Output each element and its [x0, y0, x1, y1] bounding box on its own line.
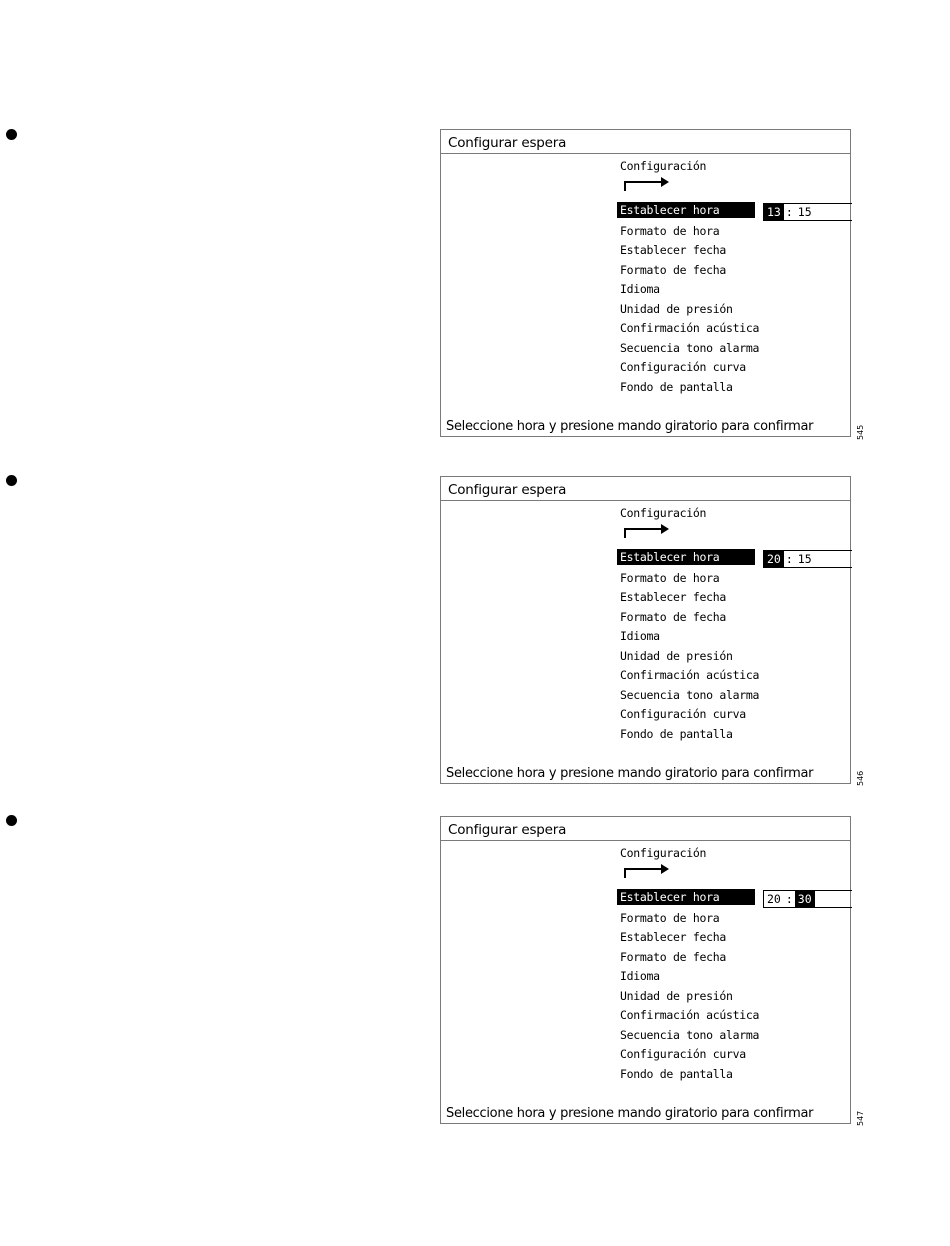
screen-panel-3: [440, 816, 851, 1124]
menu-item-secuencia-tono[interactable]: Secuencia tono alarma: [620, 340, 760, 355]
menu-item-formato-fecha[interactable]: Formato de fecha: [620, 262, 726, 277]
settings-menu: [617, 549, 760, 744]
menu-item-formato-hora[interactable]: Formato de hora: [620, 910, 720, 925]
submenu-arrow-icon: [624, 863, 672, 879]
hours-field[interactable]: 20: [767, 892, 781, 906]
menu-item-configuracion-curva[interactable]: Configuración curva: [620, 1047, 746, 1061]
menu-item-establecer-fecha[interactable]: Establecer fecha: [620, 243, 726, 257]
hint-text: Seleccione hora y presione mando giratorio para confirmar: [446, 1106, 814, 1121]
menu-item-unidad-presion[interactable]: Unidad de presión: [620, 301, 733, 316]
menu-item-unidad-presion[interactable]: Unidad de presión: [620, 648, 733, 663]
minutes-field[interactable]: 30: [795, 891, 815, 907]
menu-item-fondo-pantalla[interactable]: Fondo de pantalla: [620, 726, 733, 741]
settings-menu: [617, 202, 760, 397]
screen-title: Configurar espera: [448, 482, 567, 498]
submenu-arrow-icon: [624, 523, 672, 539]
menu-item-formato-hora[interactable]: Formato de hora: [620, 570, 720, 585]
screen-panel-2: [440, 476, 851, 784]
menu-item-configuracion-curva[interactable]: Configuración curva: [620, 707, 746, 721]
title-divider: [441, 500, 850, 501]
menu-item-idioma[interactable]: Idioma: [620, 282, 660, 296]
menu-item-formato-fecha[interactable]: Formato de fecha: [620, 609, 726, 624]
bullet-point: [6, 129, 17, 140]
time-input[interactable]: [763, 550, 852, 568]
figure-number: 546: [856, 770, 865, 786]
screen-panel-1: [440, 129, 851, 437]
minutes-field[interactable]: 15: [797, 205, 812, 219]
menu-item-establecer-fecha[interactable]: Establecer fecha: [620, 930, 726, 944]
submenu-arrow-icon: [624, 176, 672, 192]
section-label: Configuración: [620, 159, 707, 173]
screen-title: Configurar espera: [448, 822, 567, 838]
time-separator: :: [785, 892, 793, 906]
section-label: Configuración: [620, 846, 707, 860]
settings-menu: [617, 889, 760, 1084]
title-divider: [441, 153, 850, 154]
menu-item-establecer-hora[interactable]: Establecer hora: [617, 202, 755, 218]
hint-text: Seleccione hora y presione mando giratorio para confirmar: [446, 419, 814, 434]
figure-number: 545: [856, 424, 865, 440]
menu-item-configuracion-curva[interactable]: Configuración curva: [620, 360, 746, 374]
menu-item-idioma[interactable]: Idioma: [620, 629, 660, 643]
menu-item-establecer-hora[interactable]: Establecer hora: [617, 549, 755, 565]
menu-item-fondo-pantalla[interactable]: Fondo de pantalla: [620, 379, 733, 394]
menu-item-unidad-presion[interactable]: Unidad de presión: [620, 988, 733, 1003]
menu-item-confirmacion-acustica[interactable]: Confirmación acústica: [620, 1008, 760, 1022]
time-input[interactable]: [763, 890, 852, 908]
time-input[interactable]: [763, 203, 852, 221]
menu-item-establecer-hora[interactable]: Establecer hora: [617, 889, 755, 905]
section-label: Configuración: [620, 506, 707, 520]
screen-title: Configurar espera: [448, 135, 567, 151]
hint-text: Seleccione hora y presione mando giratorio para confirmar: [446, 766, 814, 781]
menu-item-idioma[interactable]: Idioma: [620, 969, 660, 983]
menu-item-confirmacion-acustica[interactable]: Confirmación acústica: [620, 321, 760, 335]
hours-field[interactable]: 20: [764, 551, 784, 567]
menu-item-formato-fecha[interactable]: Formato de fecha: [620, 949, 726, 964]
menu-item-secuencia-tono[interactable]: Secuencia tono alarma: [620, 687, 760, 702]
time-separator: :: [785, 552, 793, 566]
menu-item-establecer-fecha[interactable]: Establecer fecha: [620, 590, 726, 604]
minutes-field[interactable]: 15: [797, 552, 812, 566]
time-separator: :: [785, 205, 793, 219]
menu-item-secuencia-tono[interactable]: Secuencia tono alarma: [620, 1027, 760, 1042]
menu-item-fondo-pantalla[interactable]: Fondo de pantalla: [620, 1066, 733, 1081]
hours-field[interactable]: 13: [764, 204, 784, 220]
bullet-point: [6, 815, 17, 826]
title-divider: [441, 840, 850, 841]
menu-item-confirmacion-acustica[interactable]: Confirmación acústica: [620, 668, 760, 682]
bullet-point: [6, 475, 17, 486]
menu-item-formato-hora[interactable]: Formato de hora: [620, 223, 720, 238]
figure-number: 547: [856, 1110, 865, 1126]
